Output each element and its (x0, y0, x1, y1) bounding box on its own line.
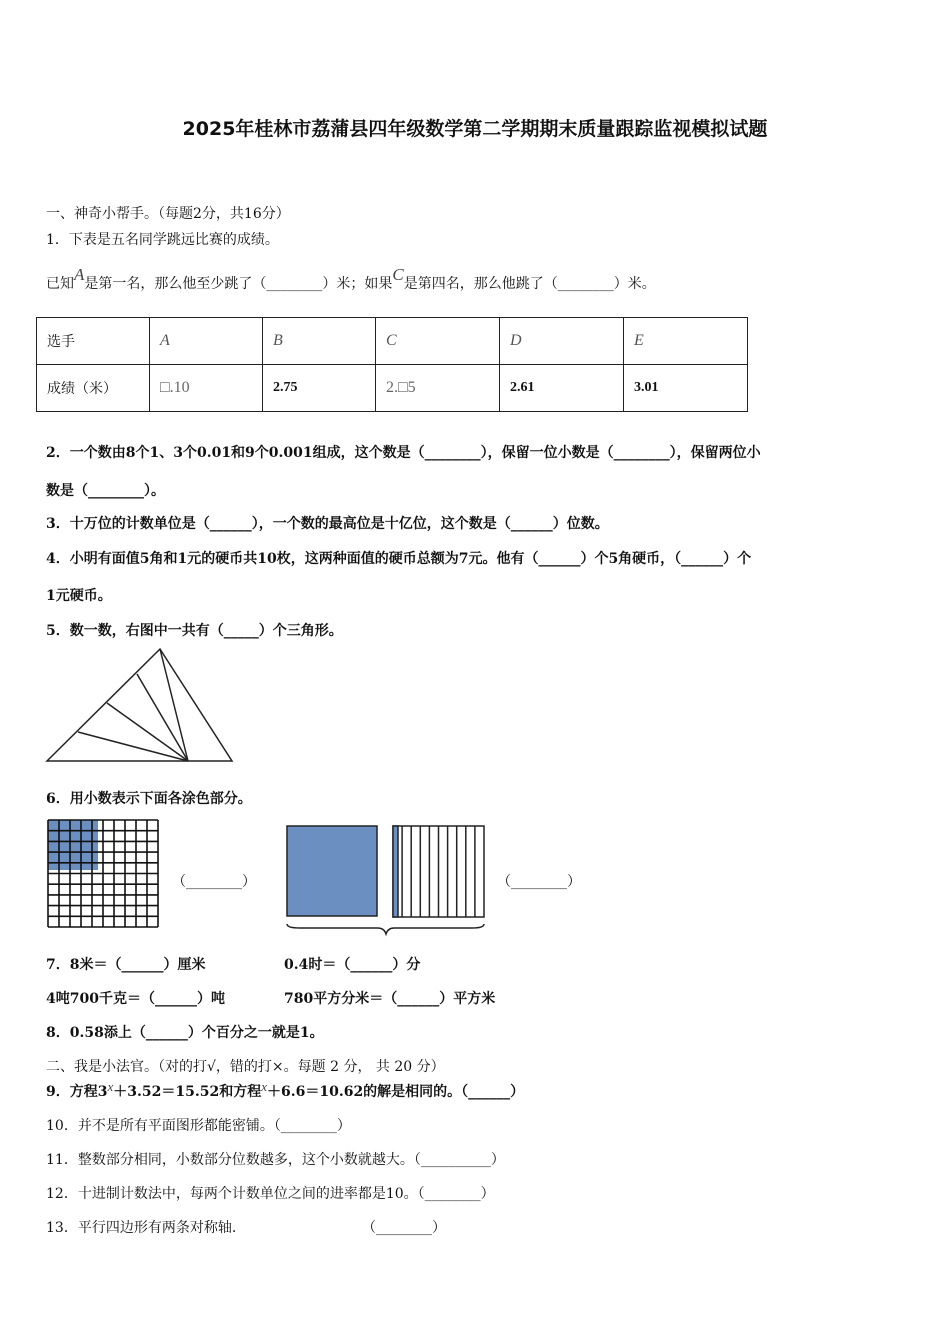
question-4-cont: 1元硬币。 (46, 588, 112, 604)
text: 是第一名，那么他至少跳了（________）米；如果 (84, 276, 393, 292)
table-cell: 2.75 (263, 365, 376, 412)
table-cell: A (150, 318, 263, 365)
variable-c: C (392, 265, 404, 284)
table-cell: 3.01 (624, 365, 748, 412)
triangle-figure (47, 649, 232, 761)
question-6: 6．用小数表示下面各涂色部分。 (46, 791, 252, 807)
text: 已知 (46, 276, 74, 292)
table-cell: B (263, 318, 376, 365)
question-12: 12．十进制计数法中，每两个计数单位之间的进率都是10。（________） (46, 1186, 495, 1202)
question-3: 3．十万位的计数单位是（______），一个数的最高位是十亿位，这个数是（______）位数。 (46, 516, 609, 532)
table-cell: 选手 (37, 318, 150, 365)
section-1-heading: 一、神奇小帮手。（每题2分，共16分） (46, 206, 290, 222)
question-5: 5．数一数，右图中一共有（_____）个三角形。 (46, 623, 343, 639)
text: 是第四名，那么他跳了（________）米。 (403, 276, 656, 292)
variable-a: A (74, 265, 85, 284)
variable-x: x (107, 1079, 114, 1094)
question-7b: 0.4时＝（______）分 (284, 957, 421, 973)
table-cell: 2.61 (500, 365, 624, 412)
table-cell: 2.□5 (376, 365, 500, 412)
section-2-heading: 二、我是小法官。（对的打√，错的打×。每题 2 分， 共 20 分） (46, 1059, 445, 1075)
square-figure (287, 826, 484, 934)
text: 9．方程3 (46, 1084, 108, 1100)
text: ＋6.6＝10.62的解是相同的。（______） (266, 1084, 525, 1100)
table-cell: D (500, 318, 624, 365)
table-cell: C (376, 318, 500, 365)
variable-x: x (261, 1079, 267, 1094)
table-cell: □.10 (150, 365, 263, 412)
text: ＋3.52＝15.52和方程 (113, 1084, 262, 1100)
question-2: 2．一个数由8个1、3个0.01和9个0.001组成，这个数是（________），保留一位小数是（________），保留两位小 (46, 445, 761, 461)
question-7c: 4吨700千克＝（______）吨 (46, 991, 225, 1007)
question-7d: 780平方分米＝（______）平方米 (284, 991, 496, 1007)
question-2-cont: 数是（________）。 (46, 483, 165, 499)
question-9 (46, 1081, 524, 1101)
answer-blank: （________） (362, 1220, 446, 1236)
answer-blank: （________） (497, 874, 581, 890)
question-8: 8．0.58添上（______）个百分之一就是1。 (46, 1025, 324, 1041)
table-cell: 成绩（米） (37, 365, 150, 412)
question-1: 1．下表是五名同学跳远比赛的成绩。 (46, 232, 279, 248)
question-4: 4．小明有面值5角和1元的硬币共10枚，这两种面值的硬币总额为7元。他有（______）个5角硬币，（______）个 (46, 551, 752, 567)
question-13: 13．平行四边形有两条对称轴. (46, 1220, 237, 1236)
question-7a: 7．8米＝（______）厘米 (46, 957, 206, 973)
question-11: 11．整数部分相同，小数部分位数越多，这个小数就越大。（__________） (46, 1152, 505, 1168)
page-title: 2025年桂林市荔蒲县四年级数学第二学期期末质量跟踪监视模拟试题 (182, 118, 768, 140)
question-10: 10．并不是所有平面图形都能密铺。（________） (46, 1118, 351, 1134)
answer-blank: （________） (172, 874, 256, 890)
table-cell: E (624, 318, 748, 365)
grid-figure (48, 820, 158, 927)
